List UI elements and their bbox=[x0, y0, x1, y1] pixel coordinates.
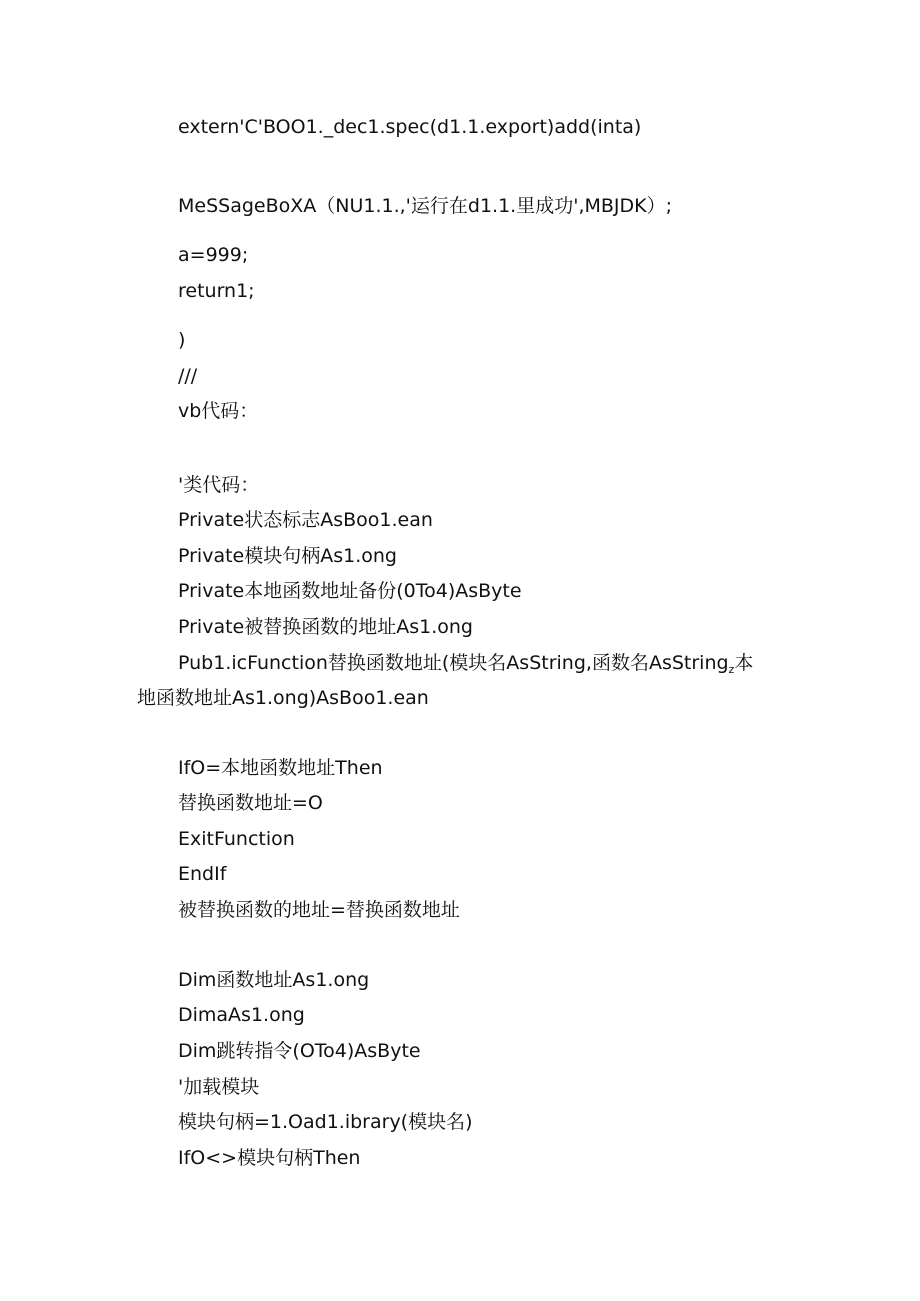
code-line: /// bbox=[178, 365, 198, 387]
code-line: Dim函数地址As1.ong bbox=[178, 969, 370, 991]
code-line: return1; bbox=[178, 280, 255, 302]
code-line: ExitFunction bbox=[178, 828, 295, 850]
code-line: 被替换函数的地址=替换函数地址 bbox=[178, 899, 460, 921]
code-line: Private被替换函数的地址As1.ong bbox=[178, 616, 473, 638]
code-line: a=999; bbox=[178, 244, 249, 266]
code-line: DimaAs1.ong bbox=[178, 1004, 305, 1026]
code-line-wrapped-continuation: 地函数地址As1.ong)AsBoo1.ean bbox=[137, 687, 429, 709]
code-text: Pub1.icFunction替换函数地址(模块名AsString,函数名AsString bbox=[178, 652, 729, 674]
code-line: Private状态标志AsBoo1.ean bbox=[178, 509, 433, 531]
code-line: Dim跳转指令(OTo4)AsByte bbox=[178, 1040, 421, 1062]
code-line-wrapped-start bbox=[178, 651, 753, 682]
code-line: '类代码： bbox=[178, 474, 260, 496]
code-line: EndIf bbox=[178, 863, 227, 885]
code-line: 替换函数地址=O bbox=[178, 792, 323, 814]
code-line: IfO<>模块句柄Then bbox=[178, 1147, 361, 1169]
code-line: Private模块句柄As1.ong bbox=[178, 545, 397, 567]
code-line: extern'C'BOO1._dec1.spec(d1.1.export)add(inta) bbox=[178, 116, 642, 138]
code-line: MeSSageBoXA（NU1.1.,'运行在d1.1.里成功',MBJDK）; bbox=[178, 195, 673, 217]
code-line: Private本地函数地址备份(0To4)AsByte bbox=[178, 580, 522, 602]
code-line: 模块句柄=1.Oad1.ibrary(模块名) bbox=[178, 1111, 473, 1133]
code-line: IfO=本地函数地址Then bbox=[178, 757, 383, 779]
code-line: ) bbox=[178, 329, 186, 351]
subscript-text: z bbox=[728, 663, 735, 676]
code-line: '加载模块 bbox=[178, 1076, 260, 1098]
code-line: vb代码： bbox=[178, 400, 259, 422]
code-text: 本 bbox=[734, 652, 754, 674]
